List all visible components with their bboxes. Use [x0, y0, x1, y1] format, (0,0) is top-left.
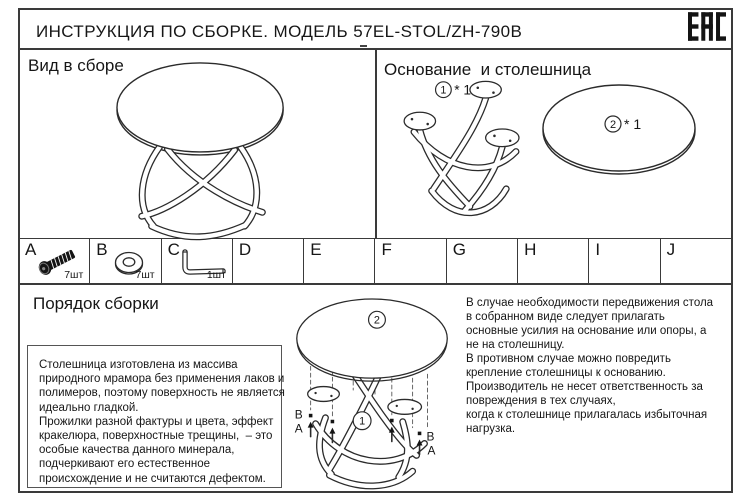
part-letter: J: [666, 240, 676, 259]
part-letter: I: [595, 240, 601, 259]
part-cell-b: [89, 239, 160, 283]
exploded-tabletop-number: 2: [373, 314, 381, 327]
moving-note-text: В случае необходимости передвижения стола в собранном виде следует прилагать основные усилия на основание или опоры, а не на столешницу. В противном случае можно повредить крепление столешницы к основанию. Производитель не несет ответственность за повреждения в тех случаях, когда к столешнице прилагалась избыточная нагрузка.: [466, 297, 714, 435]
marble-note-text: Столешница изготовлена из массива природного мрамора без применения лаков и полимеров, поэтому поверхность не является идеально гладкой. Прожилки разной фактуры и цвета, эффект кракелюра, поверхностные трещины, – это особые качества данного минерала, подчеркивают его естественное происхождение и не считаются дефектом.: [39, 359, 285, 485]
part-cell-h: [517, 239, 588, 283]
assembled-view-title: Вид в сборе: [28, 56, 124, 75]
part-cell-g: [446, 239, 517, 283]
exploded-assembly-drawing: [285, 295, 463, 493]
marble-note-box: [27, 345, 285, 488]
part-letter: B: [96, 240, 108, 259]
base-qty-label: * 1: [454, 82, 472, 98]
part-letter: D: [238, 240, 252, 259]
assembly-order-title: Порядок сборки: [33, 294, 159, 313]
part-letter: F: [381, 240, 392, 259]
scan-dash-mark: [360, 45, 367, 47]
part-cell-i: [588, 239, 659, 283]
parts-row-bottom-line: [18, 283, 731, 285]
assembled-table-drawing: [95, 58, 315, 238]
part-cell-j: [660, 239, 731, 283]
page-title: ИНСТРУКЦИЯ ПО СБОРКЕ. МОДЕЛЬ 57EL-STOL/ZH-790B: [36, 22, 523, 41]
part-qty: 1шт: [206, 269, 226, 281]
exploded-base-number: 1: [359, 415, 366, 428]
part-letter: H: [524, 240, 537, 259]
eac-certification-icon: [688, 12, 726, 41]
washer-callout-left: B: [294, 407, 303, 422]
base-number-label: 1: [440, 84, 447, 97]
part-cell-a: [19, 239, 89, 283]
part-letter: C: [167, 240, 180, 259]
part-letter: G: [452, 240, 467, 259]
base-drawing: [385, 73, 545, 235]
part-qty: 7шт: [135, 269, 155, 281]
part-cell-e: [303, 239, 374, 283]
part-cell-c: [161, 239, 232, 283]
part-cell-f: [374, 239, 445, 283]
washer-callout-right: B: [426, 429, 435, 444]
part-letter: E: [310, 240, 322, 259]
tabletop-drawing: [541, 82, 703, 178]
bolt-callout-left: A: [294, 421, 303, 436]
top-section-divider: [375, 48, 377, 238]
components-title: Основание и столешница: [384, 60, 592, 79]
tabletop-qty-label: * 1: [624, 116, 642, 132]
part-cell-d: [232, 239, 303, 283]
tabletop-number-label: 2: [609, 119, 617, 131]
part-letter: A: [25, 240, 37, 259]
part-qty: 7шт: [64, 269, 84, 281]
bolt-callout-right: A: [427, 443, 436, 458]
parts-table: [19, 239, 731, 283]
